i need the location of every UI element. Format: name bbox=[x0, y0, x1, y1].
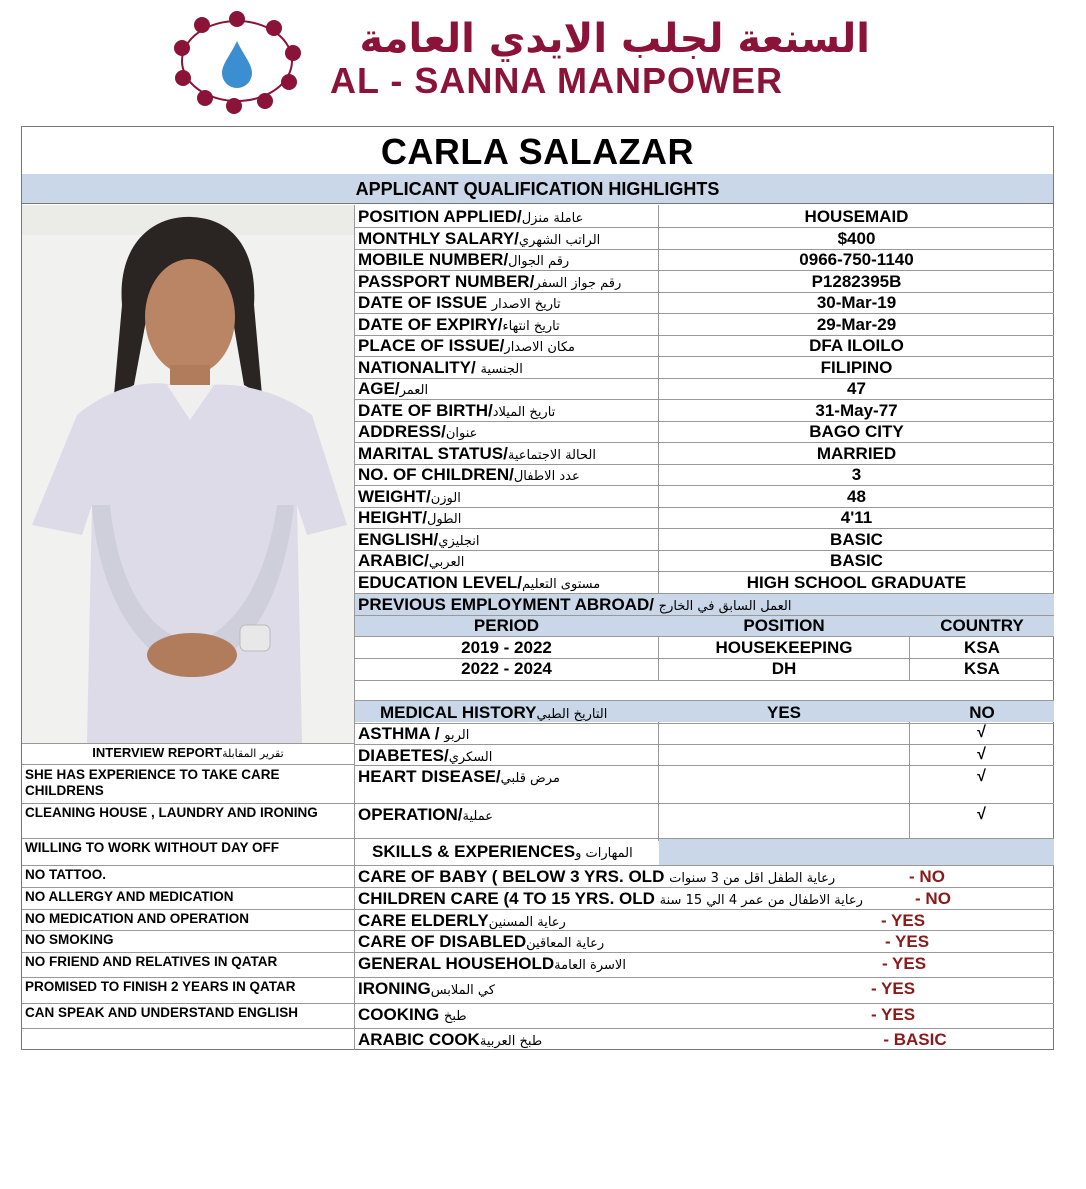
detail-label: NO. OF CHILDREN/عدد الاطفال bbox=[358, 465, 580, 484]
detail-label: ENGLISH/انجليزي bbox=[358, 530, 480, 549]
skill-value: - YES bbox=[870, 1005, 916, 1024]
medical-item-label: HEART DISEASE/مرض قلبي bbox=[358, 767, 560, 786]
interview-note: NO SMOKING bbox=[25, 932, 114, 947]
skill-value: - YES bbox=[880, 911, 926, 930]
detail-value: 30-Mar-19 bbox=[816, 293, 897, 312]
skill-label: CARE OF DISABLEDرعاية المعاقين bbox=[358, 932, 605, 951]
detail-label: PASSPORT NUMBER/رقم جواز السفر bbox=[358, 272, 622, 291]
skill-label: CARE ELDERLYرعاية المسنين bbox=[358, 911, 566, 930]
employment-header-position: POSITION bbox=[743, 616, 825, 635]
interview-report-title: INTERVIEW REPORTتقرير المقابلة bbox=[92, 745, 284, 760]
water-drop-icon bbox=[222, 41, 252, 88]
employment-header-country: COUNTRY bbox=[940, 616, 1024, 635]
skill-value: - BASIC bbox=[883, 1030, 947, 1049]
skill-value: - NO bbox=[909, 867, 945, 886]
detail-value: 48 bbox=[847, 487, 866, 506]
employment-position: HOUSEKEEPING bbox=[715, 638, 853, 657]
detail-label: PLACE OF ISSUE/مكان الاصدار bbox=[358, 336, 575, 355]
detail-label: POSITION APPLIED/عاملة منزل bbox=[358, 207, 584, 226]
skill-value: - YES bbox=[884, 932, 930, 951]
detail-value: $400 bbox=[837, 229, 876, 248]
detail-value: BASIC bbox=[830, 530, 883, 549]
employment-title: PREVIOUS EMPLOYMENT ABROAD/ العمل السابق في الخارج bbox=[358, 595, 792, 614]
detail-value: P1282395B bbox=[811, 272, 902, 291]
employment-country: KSA bbox=[964, 659, 1000, 678]
detail-value: 0966-750-1140 bbox=[799, 250, 914, 269]
employment-position: DH bbox=[771, 659, 797, 678]
detail-label: AGE/العمر bbox=[358, 379, 429, 398]
detail-value: HIGH SCHOOL GRADUATE bbox=[746, 573, 967, 592]
interview-note: CLEANING HOUSE , LAUNDRY AND IRONING bbox=[25, 805, 318, 820]
detail-value: FILIPINO bbox=[820, 358, 893, 377]
skill-value: - NO bbox=[915, 889, 951, 908]
medical-item-label: OPERATION/عملية bbox=[358, 805, 493, 824]
brand-arabic-name: السنعة لجلب الايدي العامة bbox=[359, 16, 870, 62]
detail-value: BASIC bbox=[830, 551, 883, 570]
detail-value: 31-May-77 bbox=[815, 401, 898, 420]
skill-label: CHILDREN CARE (4 TO 15 YRS. OLD رعاية الاطفال من عمر 4 الي 15 سنة bbox=[358, 889, 863, 908]
applicant-sheet bbox=[21, 126, 1054, 1050]
detail-value: BAGO CITY bbox=[809, 422, 904, 441]
skill-label: IRONINGكي الملابس bbox=[358, 979, 495, 998]
interview-note: NO TATTOO. bbox=[25, 867, 106, 882]
skill-label: CARE OF BABY ( BELOW 3 YRS. OLD رعاية الطفل اقل من 3 سنوات bbox=[358, 867, 836, 886]
medical-item-mark: √ bbox=[977, 746, 986, 763]
interview-note: CAN SPEAK AND UNDERSTAND ENGLISH bbox=[25, 1005, 299, 1020]
employment-header-period: PERIOD bbox=[473, 616, 540, 635]
medical-yes-header: YES bbox=[766, 703, 802, 722]
employment-period: 2019 - 2022 bbox=[461, 638, 552, 657]
employment-period: 2022 - 2024 bbox=[461, 659, 552, 678]
detail-value: 29-Mar-29 bbox=[816, 315, 897, 334]
medical-no-header: NO bbox=[969, 703, 995, 722]
medical-title: MEDICAL HISTORYالتاريخ الطبي bbox=[380, 703, 608, 722]
medical-item-mark: √ bbox=[977, 724, 986, 741]
detail-value: HOUSEMAID bbox=[804, 207, 909, 226]
detail-label: HEIGHT/الطول bbox=[358, 508, 462, 527]
skill-label: ARABIC COOKطبخ العربية bbox=[358, 1030, 543, 1049]
medical-item-label: DIABETES/السكري bbox=[358, 746, 493, 765]
interview-note: WILLING TO WORK WITHOUT DAY OFF bbox=[25, 840, 279, 855]
skill-label: GENERAL HOUSEHOLDالاسرة العامة bbox=[358, 954, 626, 973]
skill-value: - YES bbox=[870, 979, 916, 998]
detail-label: WEIGHT/الوزن bbox=[358, 487, 461, 506]
detail-value: 47 bbox=[847, 379, 866, 398]
detail-label: MONTHLY SALARY/الراتب الشهري bbox=[358, 229, 601, 248]
detail-label: DATE OF BIRTH/تاريخ الميلاد bbox=[358, 401, 556, 420]
employment-country: KSA bbox=[964, 638, 1000, 657]
detail-label: ADDRESS/عنوان bbox=[358, 422, 478, 441]
applicant-name: CARLA SALAZAR bbox=[22, 127, 1053, 175]
skill-value: - YES bbox=[881, 954, 927, 973]
detail-value: 3 bbox=[851, 465, 862, 484]
detail-label: ARABIC/العربي bbox=[358, 551, 465, 570]
medical-item-mark: √ bbox=[977, 806, 986, 823]
skills-title: SKILLS & EXPERIENCESالمهارات و bbox=[372, 842, 633, 861]
detail-label: DATE OF ISSUE تاريخ الاصدار bbox=[358, 293, 561, 312]
detail-label: EDUCATION LEVEL/مستوى التعليم bbox=[358, 573, 601, 592]
interview-note: SHE HAS EXPERIENCE TO TAKE CARE CHILDRENS bbox=[25, 767, 280, 798]
interview-note: NO MEDICATION AND OPERATION bbox=[25, 911, 249, 926]
medical-item-mark: √ bbox=[977, 768, 986, 785]
detail-label: MARITAL STATUS/الحالة الاجتماعية bbox=[358, 444, 596, 463]
brand-logo bbox=[162, 8, 312, 114]
brand-english-name: AL - SANNA MANPOWER bbox=[330, 60, 783, 101]
medical-item-label: ASTHMA / الربو bbox=[358, 724, 470, 743]
interview-note: NO FRIEND AND RELATIVES IN QATAR bbox=[25, 954, 278, 969]
skill-label: COOKING طبخ bbox=[358, 1005, 467, 1024]
detail-label: MOBILE NUMBER/رقم الجوال bbox=[358, 250, 570, 269]
interview-note: NO ALLERGY AND MEDICATION bbox=[25, 889, 234, 904]
detail-label: NATIONALITY/ الجنسية bbox=[358, 358, 523, 377]
applicant-photo bbox=[22, 205, 354, 743]
detail-value: 4'11 bbox=[840, 508, 873, 527]
interview-note: PROMISED TO FINISH 2 YEARS IN QATAR bbox=[25, 979, 296, 994]
detail-value: MARRIED bbox=[816, 444, 897, 463]
section-title: APPLICANT QUALIFICATION HIGHLIGHTS bbox=[22, 174, 1053, 204]
detail-value: DFA ILOILO bbox=[809, 336, 904, 355]
detail-label: DATE OF EXPIRY/تاريخ انتهاء bbox=[358, 315, 560, 334]
